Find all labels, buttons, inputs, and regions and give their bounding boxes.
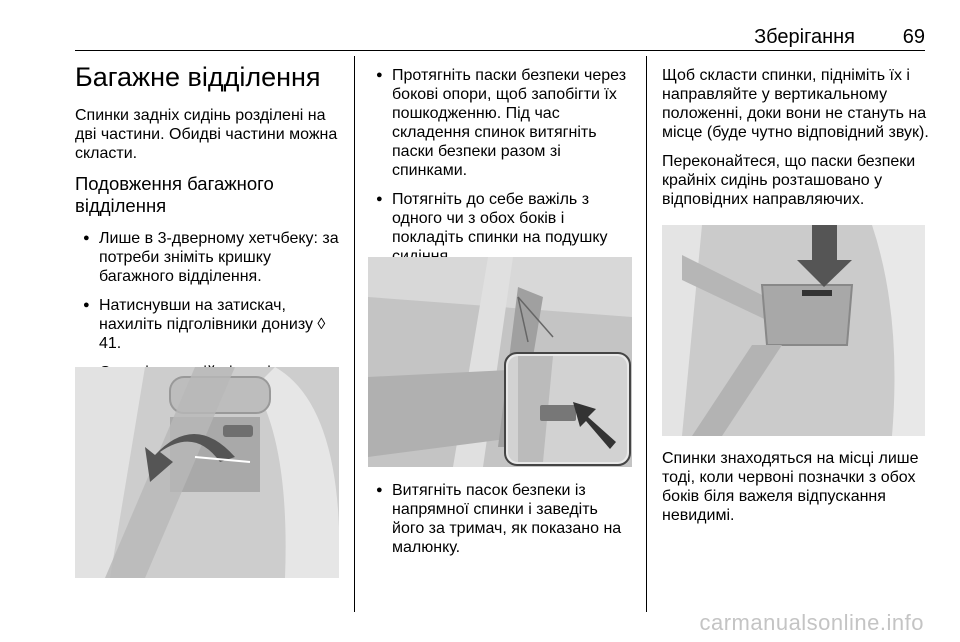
page-title: Багажне відділення [75, 62, 321, 92]
column-3-lower [662, 449, 930, 535]
bullet-item: ● Витягніть пасок безпеки із напрямної спинки і заведіть його за тримач, як показано на малюнку. [368, 481, 633, 557]
column-divider-1 [354, 56, 355, 612]
watermark: carmanualsonline.info [699, 610, 924, 635]
bullet-item: ● Натиснувши на затискач, нахиліть підголівники донизу ◊ 41. [75, 296, 343, 353]
page-number: 69 [902, 26, 925, 48]
column-2-lower [368, 481, 633, 567]
column-3 [662, 66, 930, 219]
column-2 [368, 66, 633, 276]
bullet-item: ● Потягніть до себе важіль з одного чи з обох боків і покладіть спинки на подушку [368, 190, 633, 266]
bullet-item: ● Протягніть паски безпеки через бокові опори, щоб запобігти їх пошкодженню. Під час складення спинок витягніть паски безпеки разом зі спинками. [368, 66, 633, 180]
paragraph: Спинки знаходяться на місці лише тоді, коли червоні позначки з обох боків біля важеля відпускання невидимі. [662, 450, 919, 524]
subsection-title: Подовження багажного відділення [75, 173, 274, 216]
intro-paragraph: Спинки задніх сидінь розділені на дві частини. Обидві частини можна скласти. [75, 107, 338, 162]
armrest-fold-illustration [75, 367, 339, 578]
page-header [75, 22, 925, 50]
section-title: Зберігання [754, 26, 855, 48]
column-divider-2 [646, 56, 647, 612]
header-rule [75, 50, 925, 51]
paragraph: Переконайтеся, що паски безпеки крайніх сидінь розташовано у відповідних направляючих. [662, 153, 916, 208]
seatbelt-guide-illustration [662, 225, 925, 436]
column-1 [75, 56, 343, 392]
paragraph: Щоб скласти спинки, підніміть їх і направляйте у вертикальному положенні, доки вони не стануть на місце (буде чутно відповідний звук). [662, 67, 929, 141]
seat-release-lever-illustration [368, 257, 632, 467]
bullet-item: ● Лише в 3-дверному хетчбеку: за потреби зніміть кришку багажного відділення. [75, 229, 343, 286]
